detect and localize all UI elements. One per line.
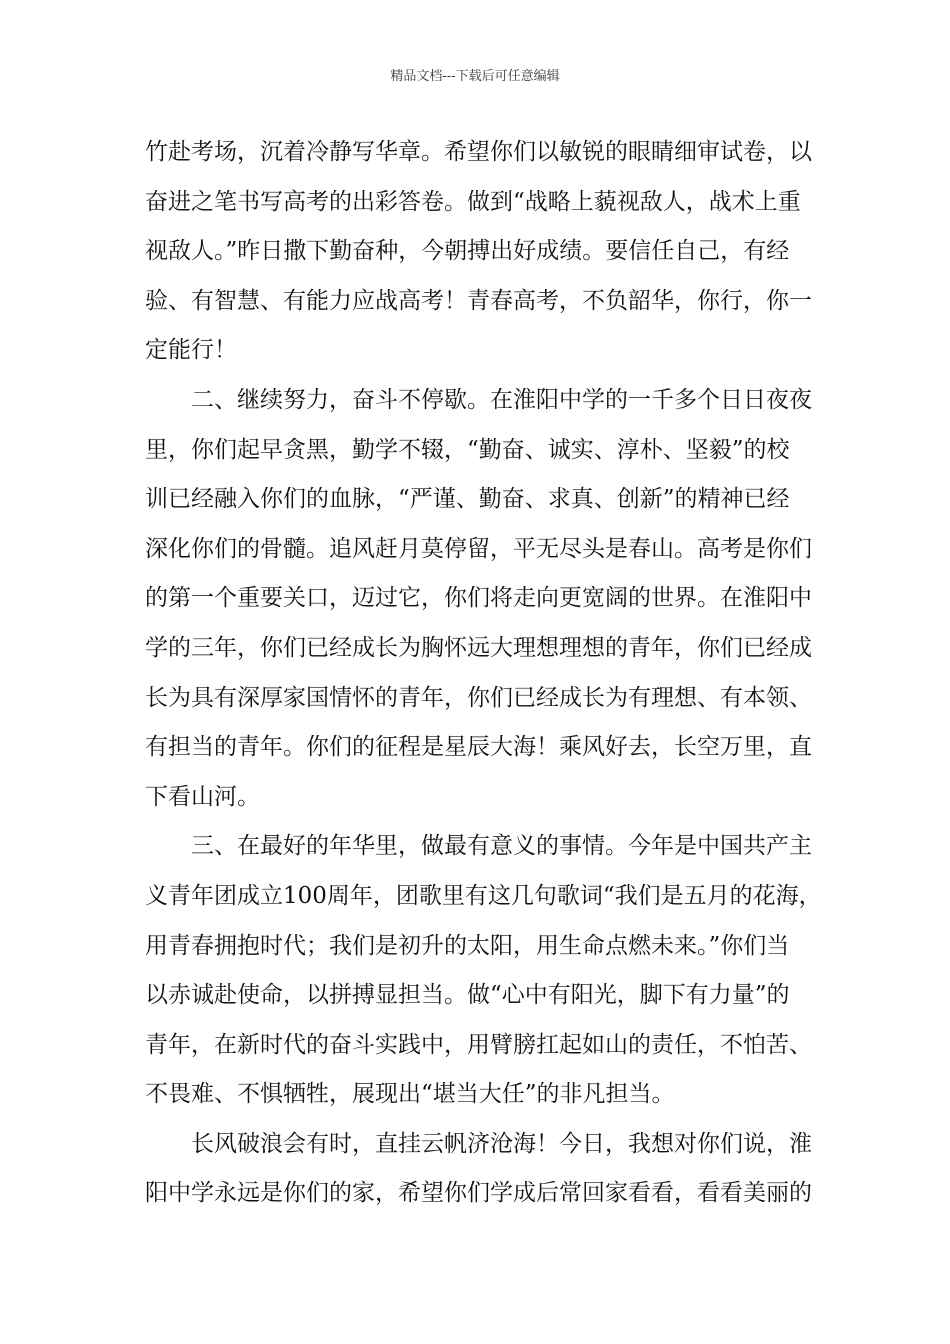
document-body [145,128,822,1219]
text-line: 义青年团成立100周年，团歌里有这几句歌词“我们是五月的花海， [145,882,822,909]
text-line: 奋进之笔书写高考的出彩答卷。做到“战略上藐视敌人，战术上重 [145,188,801,215]
text-line: 不畏难、不惧牺牲，展现出“堪当大任”的非凡担当。 [145,1081,675,1108]
text-line: 有担当的青年。你们的征程是星辰大海！乘风好去，长空万里，直 [145,734,812,761]
text-line: 三、在最好的年华里，做最有意义的事情。今年是中国共产主 [145,833,812,860]
text-line: 以赤诚赴使命，以拼搏显担当。做“心中有阳光，脚下有力量”的 [145,982,790,1009]
text-line: 下看山河。 [145,783,260,810]
text-line: 长为具有深厚家国情怀的青年，你们已经成长为有理想、有本领、 [145,684,812,711]
text-line: 用青春拥抱时代；我们是初升的太阳，用生命点燃未来。”你们当 [145,932,790,959]
text-line: 学的三年，你们已经成长为胸怀远大理想理想的青年，你们已经成 [145,634,812,661]
text-line: 深化你们的骨髓。追风赶月莫停留，平无尽头是春山。高考是你们 [145,535,812,562]
text-line: 训已经融入你们的血脉，“严谨、勤奋、求真、创新”的精神已经 [145,486,790,513]
text-line: 验、有智慧、有能力应战高考！青春高考，不负韶华，你行，你一 [145,287,812,314]
text-line: 的第一个重要关口，迈过它，你们将走向更宽阔的世界。在淮阳中 [145,585,812,612]
page-header: 精品文档---下载后可任意编辑 [390,69,560,84]
text-line: 长风破浪会有时，直挂云帆济沧海！今日，我想对你们说，淮 [145,1130,812,1157]
text-line: 视敌人。”昨日撒下勤奋种，今朝搏出好成绩。要信任自己，有经 [145,238,790,265]
text-line: 二、继续努力，奋斗不停歇。在淮阳中学的一千多个日日夜夜 [145,386,812,413]
text-line: 阳中学永远是你们的家，希望你们学成后常回家看看，看看美丽的 [145,1180,812,1207]
text-line: 竹赴考场，沉着冷静写华章。希望你们以敏锐的眼睛细审试卷，以 [145,139,812,165]
text-line: 里，你们起早贪黑，勤学不辍，“勤奋、诚实、淳朴、坚毅”的校 [145,436,790,463]
text-line: 定能行！ [145,337,237,364]
text-line: 青年，在新时代的奋斗实践中，用臂膀扛起如山的责任，不怕苦、 [145,1031,812,1058]
